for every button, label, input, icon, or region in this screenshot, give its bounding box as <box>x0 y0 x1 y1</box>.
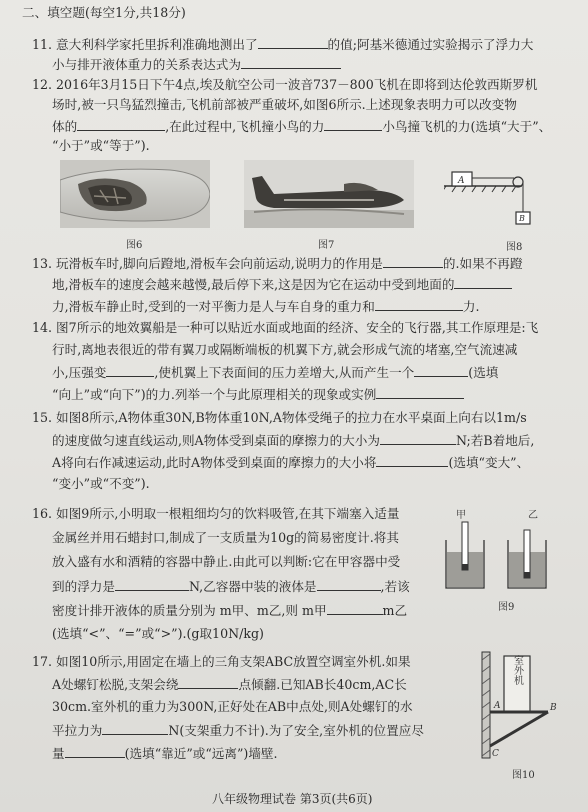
q13-line3: 力,滑板车静止时,受到的一对平衡力是人与车自身的重力和 力. <box>52 299 480 314</box>
q14-blank-2[interactable] <box>414 364 468 377</box>
q15-line3: A将向右作减速运动,此时A物体受到桌面的摩擦力的大小将 (选填“变大”、 <box>52 455 530 470</box>
figure-9-caption: 图9 <box>498 602 515 613</box>
q12-line4: “小于”或“等于”). <box>52 138 150 153</box>
q11-blank-2[interactable] <box>241 56 341 69</box>
q17-line1: 17. 如图10所示,用固定在墙上的三角支架ABC放置空调室外机.如果 <box>32 654 411 669</box>
q17-line5: 量 (选填“靠近”或“远离”)墙壁. <box>52 746 278 761</box>
q15-line4: “变小”或“不变”). <box>52 476 150 491</box>
q15-line2: 的速度做匀速直线运动,则A物体受到桌面的摩擦力的大小为 N;若B着地后, <box>52 433 535 448</box>
figure-8-label-a: A <box>458 176 465 186</box>
q16-line4: 到的浮力是 N,乙容器中装的液体是 ,若该 <box>52 579 410 594</box>
q13-blank-2[interactable] <box>454 276 512 289</box>
figure-10-wall-bracket <box>478 650 568 762</box>
q17-blank-3[interactable] <box>65 745 125 758</box>
q12-line2: 场时,被一只鸟猛烈撞击,飞机前部被严重破坏,如图6所示.上述现象表明力可以改变物 <box>52 97 517 112</box>
q12-line1: 12. 2016年3月15日下午4点,埃及航空公司一波音737－800飞机在即将到达伦敦西斯罗机 <box>32 77 538 92</box>
q11-line1: 11. 意大利科学家托里拆利准确地测出了 的值;阿基米德通过实验揭示了浮力大 <box>32 37 534 52</box>
figure-8-label-b: B <box>519 214 525 223</box>
figure-10-caption: 图10 <box>512 770 535 781</box>
q14-blank-1[interactable] <box>106 364 154 377</box>
q13-line1: 13. 玩滑板车时,脚向后蹬地,滑板车会向前运动,说明力的作用是 的.如果不再蹬 <box>32 256 523 271</box>
q13-line2: 地,滑板车的速度会越来越慢,最后停下来,这是因为它在运动中受到地面的 <box>52 276 512 292</box>
figure-7-caption: 图7 <box>318 240 335 251</box>
q17-line2: A处螺钉松脱,支架会绕 点倾翻.已知AB长40cm,AC长 <box>52 677 407 692</box>
q11-line2: 小与排开液体重力的关系表达式为 <box>52 56 341 72</box>
q16-line3: 放入盛有水和酒精的容器中静止.由此可以判断:它在甲容器中受 <box>52 554 401 569</box>
figure-10-label-b: B <box>550 703 557 713</box>
q12-line3: 体的 ,在此过程中,飞机撞小鸟的力 小鸟撞飞机的力(选填“大于”、 <box>52 119 552 134</box>
q15-blank-1[interactable] <box>380 432 456 445</box>
q12-blank-2[interactable] <box>324 118 382 131</box>
figure-10-unit-label: 室外机 <box>511 655 523 685</box>
figure-10-label-a: A <box>494 701 501 711</box>
figure-6-damaged-plane-nose <box>60 160 210 228</box>
q14-line4: “向上”或“向下”)的力.列举一个与此原理相关的现象或实例 <box>52 386 464 402</box>
figure-6-caption: 图6 <box>126 240 143 251</box>
q14-line1: 14. 图7所示的地效翼船是一种可以贴近水面或地面的经济、安全的飞行器,其工作原理是:飞 <box>32 320 539 335</box>
q12-blank-1[interactable] <box>77 118 165 131</box>
q16-line1: 16. 如图9所示,小明取一根粗细均匀的饮料吸管,在其下端塞入适量 <box>32 506 400 521</box>
q17-line4: 平拉力为 N(支架重力不计).为了安全,室外机的位置应尽 <box>52 723 424 738</box>
q13-blank-3[interactable] <box>375 298 463 311</box>
q15-line1: 15. 如图8所示,A物体重30N,B物体重10N,A物体受绳子的拉力在水平桌面上向右以1m/s <box>32 410 527 425</box>
q13-blank-1[interactable] <box>383 255 443 268</box>
figure-10-label-c: C <box>492 749 499 759</box>
q15-blank-2[interactable] <box>376 454 448 467</box>
q11-blank-1[interactable] <box>258 36 328 49</box>
q16-line6: (选填“<”、“=”或“>”).(g取10N/kg) <box>52 626 264 641</box>
q16-line2: 金属丝并用石蜡封口,制成了一支质量为10g的简易密度计.将其 <box>52 530 399 545</box>
figure-8-caption: 图8 <box>506 242 523 253</box>
q14-line2: 行时,离地表很近的带有翼刀或隔断端板的机翼下方,就会形成气流的堵塞,空气流速减 <box>52 342 518 357</box>
page-footer: 八年级物理试卷 第3页(共6页) <box>212 792 373 806</box>
q16-line5: 密度计排开液体的质量分别为 m甲、m乙,则 m甲 m乙 <box>52 603 408 618</box>
q17-blank-1[interactable] <box>178 676 238 689</box>
q14-line3: 小,压强变 ,使机翼上下表面间的压力差增大,从而产生一个 (选填 <box>52 365 499 380</box>
section-title: 二、填空题(每空1分,共18分) <box>22 5 186 20</box>
figure-9-label-yi: 乙 <box>528 510 538 521</box>
q16-blank-3[interactable] <box>327 602 383 615</box>
figure-7-ground-effect-craft <box>244 160 414 228</box>
q14-blank-3[interactable] <box>376 386 464 399</box>
q16-blank-1[interactable] <box>115 578 189 591</box>
q16-blank-2[interactable] <box>317 578 381 591</box>
figure-9-density-meter-containers <box>436 508 556 594</box>
figure-9-label-jia: 甲 <box>456 510 466 521</box>
q17-blank-2[interactable] <box>102 722 168 735</box>
q17-line3: 30cm.室外机的重力为300N,正好处在AB中点处,则A处螺钉的水 <box>52 699 413 714</box>
figure-8-pulley-diagram <box>444 164 544 234</box>
